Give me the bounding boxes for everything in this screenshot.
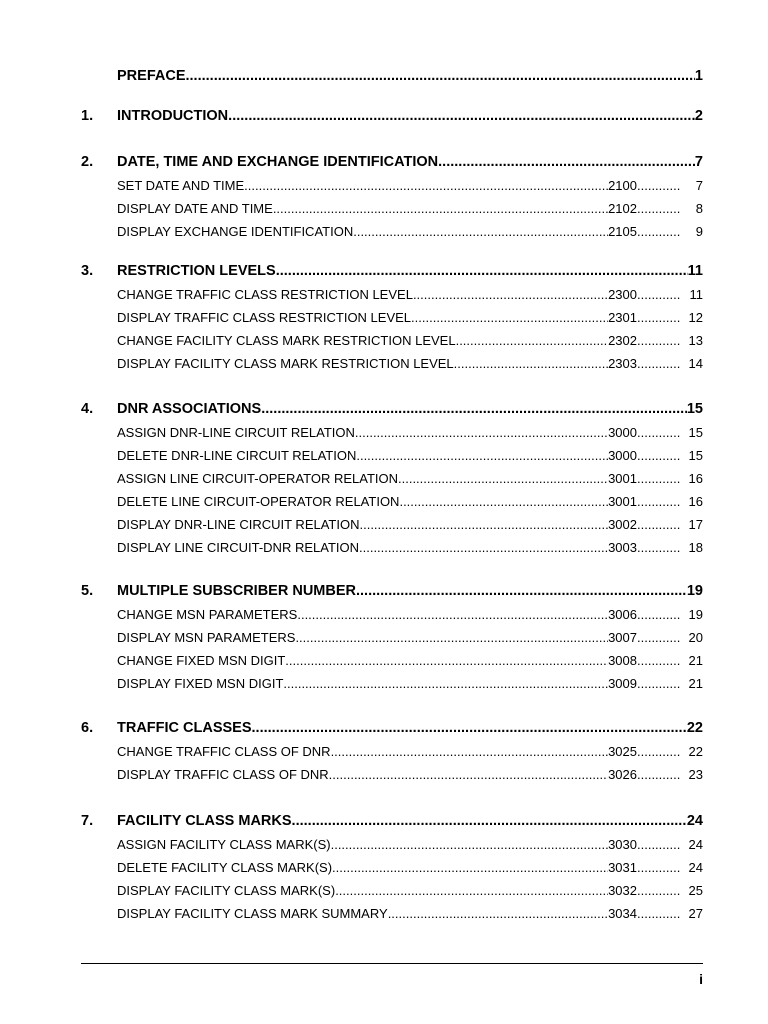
entry-title: DELETE LINE CIRCUIT-OPERATOR RELATION — [117, 494, 400, 509]
dot-leader: ............ — [637, 310, 681, 325]
entry-title: DELETE DNR-LINE CIRCUIT RELATION — [117, 448, 357, 463]
toc-entry[interactable] — [81, 906, 703, 921]
chapter-title: INTRODUCTION — [117, 108, 229, 124]
dot-leader: ............ — [637, 630, 681, 645]
chapter-number: 3. — [81, 263, 94, 279]
dot-leader: ............ — [637, 471, 681, 486]
dot-leader — [411, 310, 608, 325]
entry-code: 3025 — [608, 744, 637, 759]
toc-entry[interactable] — [81, 883, 703, 898]
dot-leader: ............ — [637, 837, 681, 852]
dot-leader: ............ — [637, 860, 681, 875]
dot-leader — [228, 108, 695, 124]
dot-leader — [438, 154, 695, 170]
entry-code: 3000 — [608, 425, 637, 440]
entry-page: 8 — [695, 201, 703, 216]
entry-page: 16 — [688, 471, 703, 486]
entry-title: DISPLAY FIXED MSN DIGIT — [117, 676, 284, 691]
entry-code: 3026 — [608, 767, 637, 782]
chapter-page: 7 — [694, 154, 703, 170]
dot-leader — [297, 607, 608, 622]
entry-page: 12 — [688, 310, 703, 325]
entry-title: CHANGE TRAFFIC CLASS OF DNR — [117, 744, 331, 759]
footer-divider — [81, 963, 703, 964]
toc-chapter[interactable] — [81, 154, 703, 170]
dot-leader: ............ — [637, 287, 681, 302]
dot-leader — [295, 630, 608, 645]
chapter-number: 7. — [81, 813, 94, 829]
toc-entry[interactable] — [81, 333, 703, 348]
entry-page: 21 — [688, 653, 703, 668]
entry-title: DISPLAY LINE CIRCUIT-DNR RELATION — [117, 540, 359, 555]
dot-leader — [186, 68, 695, 84]
toc-entry[interactable] — [81, 607, 703, 622]
entry-title: ASSIGN LINE CIRCUIT-OPERATOR RELATION — [117, 471, 398, 486]
dot-leader — [355, 425, 608, 440]
dot-leader — [273, 201, 608, 216]
dot-leader — [356, 583, 687, 599]
entry-title: CHANGE FIXED MSN DIGIT — [117, 653, 286, 668]
toc-entry[interactable] — [81, 540, 703, 555]
toc-chapter[interactable] — [81, 401, 703, 417]
toc-entry[interactable] — [81, 425, 703, 440]
entry-code: 3003 — [608, 540, 637, 555]
dot-leader: ............ — [637, 676, 681, 691]
entry-code: 2102 — [608, 201, 637, 216]
entry-page: 11 — [689, 287, 703, 302]
toc-entry[interactable] — [81, 767, 703, 782]
dot-leader: ............ — [637, 540, 681, 555]
toc-entry[interactable] — [81, 860, 703, 875]
entry-code: 3007 — [608, 630, 637, 645]
dot-leader — [359, 517, 608, 532]
toc-entry[interactable] — [81, 653, 703, 668]
entry-code: 3001 — [608, 494, 637, 509]
entry-page: 24 — [688, 860, 703, 875]
entry-code: 2302 — [608, 333, 637, 348]
toc-entry[interactable] — [81, 224, 703, 239]
chapter-title: DATE, TIME AND EXCHANGE IDENTIFICATION — [117, 154, 439, 170]
entry-code: 2303 — [608, 356, 637, 371]
entry-title: DELETE FACILITY CLASS MARK(S) — [117, 860, 333, 875]
toc-chapter[interactable] — [81, 720, 703, 736]
entry-page: 18 — [688, 540, 703, 555]
chapter-title: FACILITY CLASS MARKS — [117, 813, 292, 829]
entry-title: DISPLAY EXCHANGE IDENTIFICATION — [117, 224, 354, 239]
toc-entry[interactable] — [81, 471, 703, 486]
toc-chapter[interactable] — [81, 813, 703, 829]
entry-title: ASSIGN FACILITY CLASS MARK(S) — [117, 837, 331, 852]
dot-leader — [292, 813, 687, 829]
chapter-title: PREFACE — [117, 68, 186, 84]
entry-page: 24 — [688, 837, 703, 852]
entry-page: 15 — [688, 425, 703, 440]
entry-page: 19 — [688, 607, 703, 622]
toc-chapter[interactable] — [81, 583, 703, 599]
toc-entry[interactable] — [81, 178, 703, 193]
chapter-page: 1 — [694, 68, 703, 84]
footer-page-number: i — [699, 971, 703, 987]
entry-title: CHANGE FACILITY CLASS MARK RESTRICTION LEVEL — [117, 333, 456, 348]
chapter-number: 5. — [81, 583, 94, 599]
dot-leader: ............ — [637, 906, 681, 921]
entry-code: 3006 — [608, 607, 637, 622]
entry-code: 3031 — [608, 860, 637, 875]
chapter-page: 2 — [694, 108, 703, 124]
toc-chapter[interactable] — [81, 263, 703, 279]
dot-leader — [454, 356, 608, 371]
entry-code: 3009 — [608, 676, 637, 691]
entry-code: 3001 — [608, 471, 637, 486]
entry-title: DISPLAY DNR-LINE CIRCUIT RELATION — [117, 517, 360, 532]
toc-preface[interactable] — [81, 68, 703, 84]
entry-page: 15 — [688, 448, 703, 463]
toc-entry[interactable] — [81, 448, 703, 463]
dot-leader — [252, 720, 687, 736]
dot-leader: ............ — [637, 448, 681, 463]
toc-entry[interactable] — [81, 287, 703, 302]
entry-code: 3000 — [608, 448, 637, 463]
chapter-page: 24 — [686, 813, 703, 829]
dot-leader — [335, 883, 608, 898]
chapter-number: 4. — [81, 401, 94, 417]
entry-page: 7 — [695, 178, 703, 193]
chapter-number: 6. — [81, 720, 94, 736]
dot-leader: ............ — [637, 356, 681, 371]
entry-title: DISPLAY TRAFFIC CLASS RESTRICTION LEVEL — [117, 310, 412, 325]
dot-leader: ............ — [637, 178, 681, 193]
chapter-title: DNR ASSOCIATIONS — [117, 401, 262, 417]
dot-leader — [261, 401, 687, 417]
entry-code: 3034 — [608, 906, 637, 921]
entry-page: 21 — [688, 676, 703, 691]
dot-leader: ............ — [637, 333, 681, 348]
toc-entry[interactable] — [81, 310, 703, 325]
dot-leader — [329, 767, 608, 782]
entry-title: ASSIGN DNR-LINE CIRCUIT RELATION — [117, 425, 355, 440]
entry-code: 3030 — [608, 837, 637, 852]
chapter-number: 1. — [81, 108, 94, 124]
chapter-title: TRAFFIC CLASSES — [117, 720, 252, 736]
toc-entry[interactable] — [81, 201, 703, 216]
entry-code: 3032 — [608, 883, 637, 898]
dot-leader: ............ — [637, 425, 681, 440]
entry-page: 16 — [688, 494, 703, 509]
dot-leader — [356, 448, 608, 463]
toc-entry[interactable] — [81, 517, 703, 532]
dot-leader — [331, 744, 609, 759]
dot-leader — [413, 287, 608, 302]
dot-leader: ............ — [637, 653, 681, 668]
dot-leader — [331, 837, 608, 852]
entry-title: DISPLAY TRAFFIC CLASS OF DNR — [117, 767, 329, 782]
toc-entry[interactable] — [81, 744, 703, 759]
entry-page: 9 — [695, 224, 703, 239]
entry-page: 27 — [688, 906, 703, 921]
dot-leader — [398, 471, 608, 486]
dot-leader: ............ — [637, 517, 681, 532]
entry-page: 14 — [688, 356, 703, 371]
dot-leader — [399, 494, 608, 509]
dot-leader — [283, 676, 608, 691]
dot-leader — [388, 906, 608, 921]
entry-title: DISPLAY FACILITY CLASS MARK SUMMARY — [117, 906, 388, 921]
dot-leader: ............ — [637, 607, 681, 622]
entry-page: 23 — [688, 767, 703, 782]
toc-entry[interactable] — [81, 494, 703, 509]
entry-code: 3008 — [608, 653, 637, 668]
entry-page: 25 — [688, 883, 703, 898]
chapter-page: 11 — [687, 263, 703, 279]
entry-title: DISPLAY FACILITY CLASS MARK RESTRICTION LEVEL — [117, 356, 454, 371]
entry-page: 13 — [688, 333, 703, 348]
chapter-page: 22 — [686, 720, 703, 736]
dot-leader — [456, 333, 609, 348]
dot-leader: ............ — [637, 767, 681, 782]
dot-leader — [353, 224, 608, 239]
entry-code: 2100 — [608, 178, 637, 193]
dot-leader — [244, 178, 608, 193]
dot-leader — [276, 263, 688, 279]
chapter-title: RESTRICTION LEVELS — [117, 263, 276, 279]
entry-title: SET DATE AND TIME — [117, 178, 245, 193]
toc-entry[interactable] — [81, 356, 703, 371]
entry-code: 3002 — [608, 517, 637, 532]
dot-leader: ............ — [637, 883, 681, 898]
entry-code: 2301 — [608, 310, 637, 325]
dot-leader: ............ — [637, 494, 681, 509]
chapter-title: MULTIPLE SUBSCRIBER NUMBER — [117, 583, 356, 599]
dot-leader: ............ — [637, 224, 681, 239]
dot-leader — [359, 540, 608, 555]
entry-code: 2105 — [608, 224, 637, 239]
entry-code: 2300 — [608, 287, 637, 302]
dot-leader: ............ — [637, 744, 681, 759]
chapter-page: 15 — [686, 401, 703, 417]
dot-leader — [332, 860, 608, 875]
entry-page: 22 — [688, 744, 703, 759]
toc-entry[interactable] — [81, 630, 703, 645]
entry-title: CHANGE TRAFFIC CLASS RESTRICTION LEVEL — [117, 287, 413, 302]
entry-title: DISPLAY MSN PARAMETERS — [117, 630, 296, 645]
toc-entry[interactable] — [81, 837, 703, 852]
chapter-page: 19 — [686, 583, 703, 599]
entry-title: DISPLAY DATE AND TIME — [117, 201, 273, 216]
entry-page: 20 — [688, 630, 703, 645]
toc-chapter[interactable] — [81, 108, 703, 124]
chapter-number: 2. — [81, 154, 94, 170]
dot-leader: ............ — [637, 201, 681, 216]
dot-leader — [285, 653, 608, 668]
entry-page: 17 — [688, 517, 703, 532]
entry-title: DISPLAY FACILITY CLASS MARK(S) — [117, 883, 336, 898]
toc-entry[interactable] — [81, 676, 703, 691]
entry-title: CHANGE MSN PARAMETERS — [117, 607, 298, 622]
